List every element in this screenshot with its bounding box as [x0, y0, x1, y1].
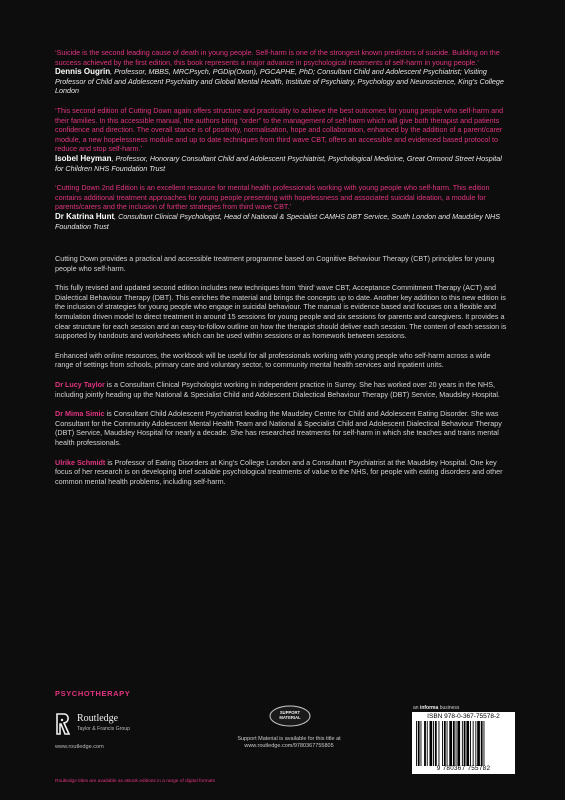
- author-bio-text: is a Consultant Clinical Psychologist working in independent practice in Surrey. She has worked over 20 years in the NHS, including jointly heading up the National & Specialist Child and Adolescent Dialectical Behaviour Therapy (DBT) Service, Maudsley Hospital.: [55, 380, 500, 399]
- blurb-paragraph: Cutting Down provides a practical and accessible treatment programme based on Cognitive Behaviour Therapy (CBT) principles for young people who self-harm.: [55, 254, 495, 273]
- publisher-url[interactable]: www.routledge.com: [55, 744, 104, 750]
- endorsement-2: [55, 106, 510, 173]
- support-material-icon: [255, 704, 325, 732]
- blurb-paragraph: This fully revised and updated second edition includes new techniques from ‘third’ wave CBT, Acceptance Commitment Therapy (ACT) and Dialectical Behaviour Therapy (DBT). This enriches the material and brings the concepts up to date. Another key addition to this new edition is the inclusion of strategies for young people who engage in suicidal behaviour. The manual is evidence based and focuses on a flexible and formulation driven model to direct treatment in around 15 sessions for young people and six sessions for parents and caregivers. It provides a clear structure for each session and an easy-to-follow outline on how the therapist should deliver each session. The content of each session is supported by handouts and worksheets which can be used within sessions or as homework between sessions.: [55, 283, 507, 341]
- informa-business-label: [413, 705, 459, 711]
- informa-prefix: an: [413, 705, 419, 711]
- author-bio-text: is Consultant Child Adolescent Psychiatrist leading the Maudsley Centre for Child and Adolescent Eating Disorder. She was Consultant for the Community Adolescent Mental Health Team and National & Specialist Child and Adolescent Dialectical Behaviour Therapy (DBT) Service, Maudsley Hospital for nearly a decade. She has researched treatments for self-harm in which she teaches and trains mental health professionals.: [55, 409, 502, 447]
- publisher-logo: [55, 712, 185, 752]
- barcode-icon: [416, 721, 511, 766]
- endorsement-attribution: [55, 154, 510, 173]
- endorsement-quote: ‘Suicide is the second leading cause of death in young people. Self-harm is one of the strongest known predictors of suicide. Building on the success achieved by the first edition, this book represents a major advance in psychological treatments of self-harm in young people.’: [55, 48, 500, 67]
- isbn-barcode: [412, 712, 515, 774]
- endorser-name: Dennis Ougrin: [55, 67, 111, 77]
- publisher-name: Routledge: [77, 713, 119, 724]
- informa-brand: informa: [419, 705, 439, 711]
- svg-text:MATERIAL: MATERIAL: [279, 715, 301, 720]
- cover-text: [55, 48, 510, 496]
- routledge-logo-icon: [55, 712, 73, 738]
- blurb: [55, 254, 510, 370]
- isbn-text: ISBN 978-0-367-75578-2: [427, 713, 500, 720]
- blurb-paragraph: Enhanced with online resources, the workbook will be useful for all professionals working with young people who self-harm across a wide range of settings from schools, primary care and voluntary sector, to community mental health services and inpatient units.: [55, 350, 491, 370]
- support-url[interactable]: www.routledge.com/9780367755805: [244, 743, 334, 749]
- category-label: PSYCHOTHERAPY: [55, 689, 131, 698]
- support-line: Support Material is available for this title at: [237, 736, 341, 742]
- ebook-note: Routledge titles are available as eBook editions in a range of digital formats: [55, 779, 215, 784]
- endorsement-attribution: [55, 67, 510, 96]
- author-bio: [55, 380, 510, 399]
- author-name: Dr Mima Simic: [55, 409, 105, 419]
- author-name: Dr Lucy Taylor: [55, 380, 105, 390]
- author-bio: [55, 409, 510, 447]
- publisher-group: Taylor & Francis Group: [77, 726, 131, 732]
- svg-text:SUPPORT: SUPPORT: [279, 710, 301, 715]
- author-name: Ulrike Schmidt: [55, 457, 106, 467]
- endorser-credentials: , Consultant Clinical Psychologist, Head of National & Specialist CAMHS DBT Service, South London and Maudsley NHS Foundation Trust: [55, 211, 501, 231]
- endorsement-1: [55, 48, 510, 96]
- endorser-credentials: , Professor, MBBS, MRCPsych, PGDip(Oxon), PGCAPHE, PhD; Consultant Child and Adolescent Psychiatrist; Visiting Professor of Child and Adolescent Psychiatry and Global Mental Health, Institute of Psychiatry, Psychology and Neuroscience, King’s College London: [55, 67, 504, 96]
- endorser-name: Dr Katrina Hunt: [55, 211, 115, 221]
- author-bio: [55, 458, 510, 487]
- author-bio-text: is Professor of Eating Disorders at King’s College London and a Consultant Psychiatrist at the Maudsley Hospital. One key focus of her research is on developing brief scalable psychological treatments of value to the NHS, for people with eating disorders and other common mental health problems, including self-harm.: [55, 457, 503, 486]
- endorsement-3: [55, 183, 510, 231]
- endorser-credentials: , Professor, Honorary Consultant Child and Adolescent Psychiatrist, Psychological Medicine, Great Ormond Street Hospital for Children NHS Foundation Trust: [55, 153, 502, 173]
- barcode-number: 9 780367 755782: [436, 765, 491, 772]
- endorsement-quote: ‘Cutting Down 2nd Edition is an excellent resource for mental health professionals working with young people who self-harm. This edition contains additional treatment approaches for young people presenting with hopelessness and associated suicidal ideation, a module for parents/carers and the inclusion of further strategies from third wave CBT.’: [55, 183, 490, 212]
- endorsement-attribution: [55, 212, 510, 231]
- support-material-text: [214, 736, 364, 750]
- endorsement-quote: ‘This second edition of Cutting Down again offers structure and practicality to achieve the best outcomes for young people who self-harm and their families. In this accessible manual, the authors bring “order” to the management of self-harm which will give both therapist and patients confidence and direction. The overall stance is of positivity, normalisation, hope and collaboration, enhanced by the addition of a parent/carer module, a new hopelessness module and up to date techniques from third wave CBT, offers an accessible and evidenced based protocol to reduce and stop self-harm.’: [55, 105, 504, 154]
- informa-suffix: business: [439, 705, 460, 711]
- endorser-name: Isobel Heyman: [55, 153, 112, 163]
